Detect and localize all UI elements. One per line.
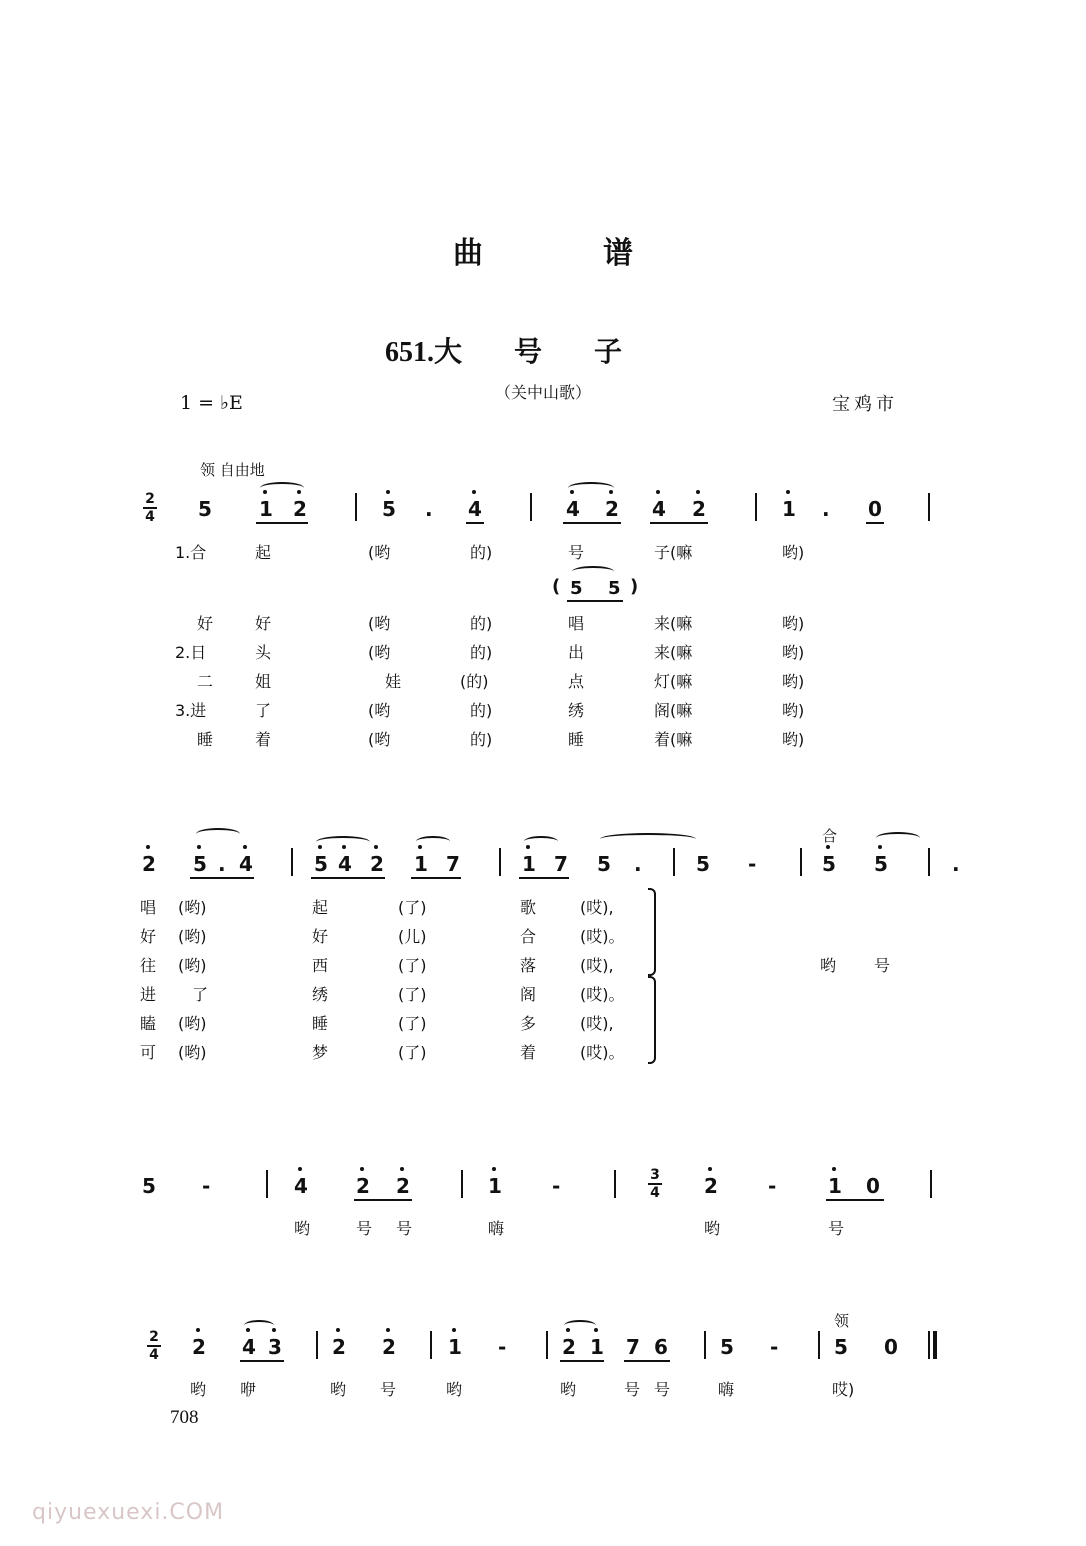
- note: 4: [468, 497, 482, 521]
- note: 0: [868, 497, 882, 521]
- note: 1: [828, 1174, 842, 1198]
- note: 2: [293, 497, 307, 521]
- region-label: 宝鸡市: [832, 394, 898, 415]
- note: 5: [696, 852, 710, 876]
- note: 7: [554, 852, 568, 876]
- note: 2: [704, 1174, 718, 1198]
- note: 5: [142, 1174, 156, 1198]
- note: 5: [597, 852, 611, 876]
- note: 2: [370, 852, 384, 876]
- note: -: [202, 1174, 211, 1198]
- tempo-mark: 领 自由地: [200, 461, 265, 479]
- note: .: [634, 852, 642, 876]
- note: 2: [142, 852, 156, 876]
- time-signature-3-4: 3 4: [648, 1168, 662, 1200]
- note: -: [748, 852, 757, 876]
- note: 2: [396, 1174, 410, 1198]
- song-subtitle: （关中山歌）: [494, 383, 591, 402]
- note: 4: [338, 852, 352, 876]
- note: 2: [382, 1335, 396, 1359]
- chorus-mark: 合: [822, 827, 838, 845]
- note: 4: [294, 1174, 308, 1198]
- note: 4: [652, 497, 666, 521]
- note: 5: [314, 852, 328, 876]
- note: 7: [446, 852, 460, 876]
- alt-note: 5: [608, 578, 621, 599]
- note: 5: [193, 852, 207, 876]
- lead-mark: 领: [834, 1312, 850, 1330]
- note: .: [952, 852, 960, 876]
- note: 1: [414, 852, 428, 876]
- note: 5: [198, 497, 212, 521]
- alt-note: 5: [570, 578, 583, 599]
- note: .: [218, 852, 226, 876]
- note: 4: [242, 1335, 256, 1359]
- note: 2: [356, 1174, 370, 1198]
- alt-note: (: [552, 576, 561, 597]
- note: 0: [866, 1174, 880, 1198]
- section-title: 曲谱: [453, 236, 753, 271]
- note: 1: [522, 852, 536, 876]
- note: 2: [332, 1335, 346, 1359]
- note: -: [770, 1335, 779, 1359]
- note: 7: [626, 1335, 640, 1359]
- note: 2: [605, 497, 619, 521]
- page-number: 708: [170, 1407, 199, 1428]
- watermark: qiyuexuexi.COM: [32, 1500, 225, 1525]
- time-signature-2-4: 2 4: [143, 492, 157, 524]
- note: 1: [590, 1335, 604, 1359]
- song-title: [385, 330, 674, 370]
- note: 4: [239, 852, 253, 876]
- note: 1: [782, 497, 796, 521]
- note: -: [768, 1174, 777, 1198]
- note: 6: [654, 1335, 668, 1359]
- time-signature-2-4: 2 4: [147, 1330, 161, 1362]
- note: -: [552, 1174, 561, 1198]
- note: 3: [268, 1335, 282, 1359]
- note: 5: [874, 852, 888, 876]
- note: 2: [692, 497, 706, 521]
- note: 2: [562, 1335, 576, 1359]
- note: 5: [834, 1335, 848, 1359]
- note: .: [425, 497, 433, 521]
- song-name: 大号子: [434, 335, 675, 368]
- note: -: [498, 1335, 507, 1359]
- note: 5: [720, 1335, 734, 1359]
- note: 2: [192, 1335, 206, 1359]
- note: 5: [822, 852, 836, 876]
- note: 1: [448, 1335, 462, 1359]
- note: 5: [382, 497, 396, 521]
- key-signature: 1 = ♭E: [180, 392, 243, 414]
- note: 1: [488, 1174, 502, 1198]
- alt-note: ): [630, 576, 639, 597]
- note: .: [822, 497, 830, 521]
- note: 4: [566, 497, 580, 521]
- song-number: 651.: [385, 337, 434, 368]
- note: 0: [884, 1335, 898, 1359]
- note: 1: [259, 497, 273, 521]
